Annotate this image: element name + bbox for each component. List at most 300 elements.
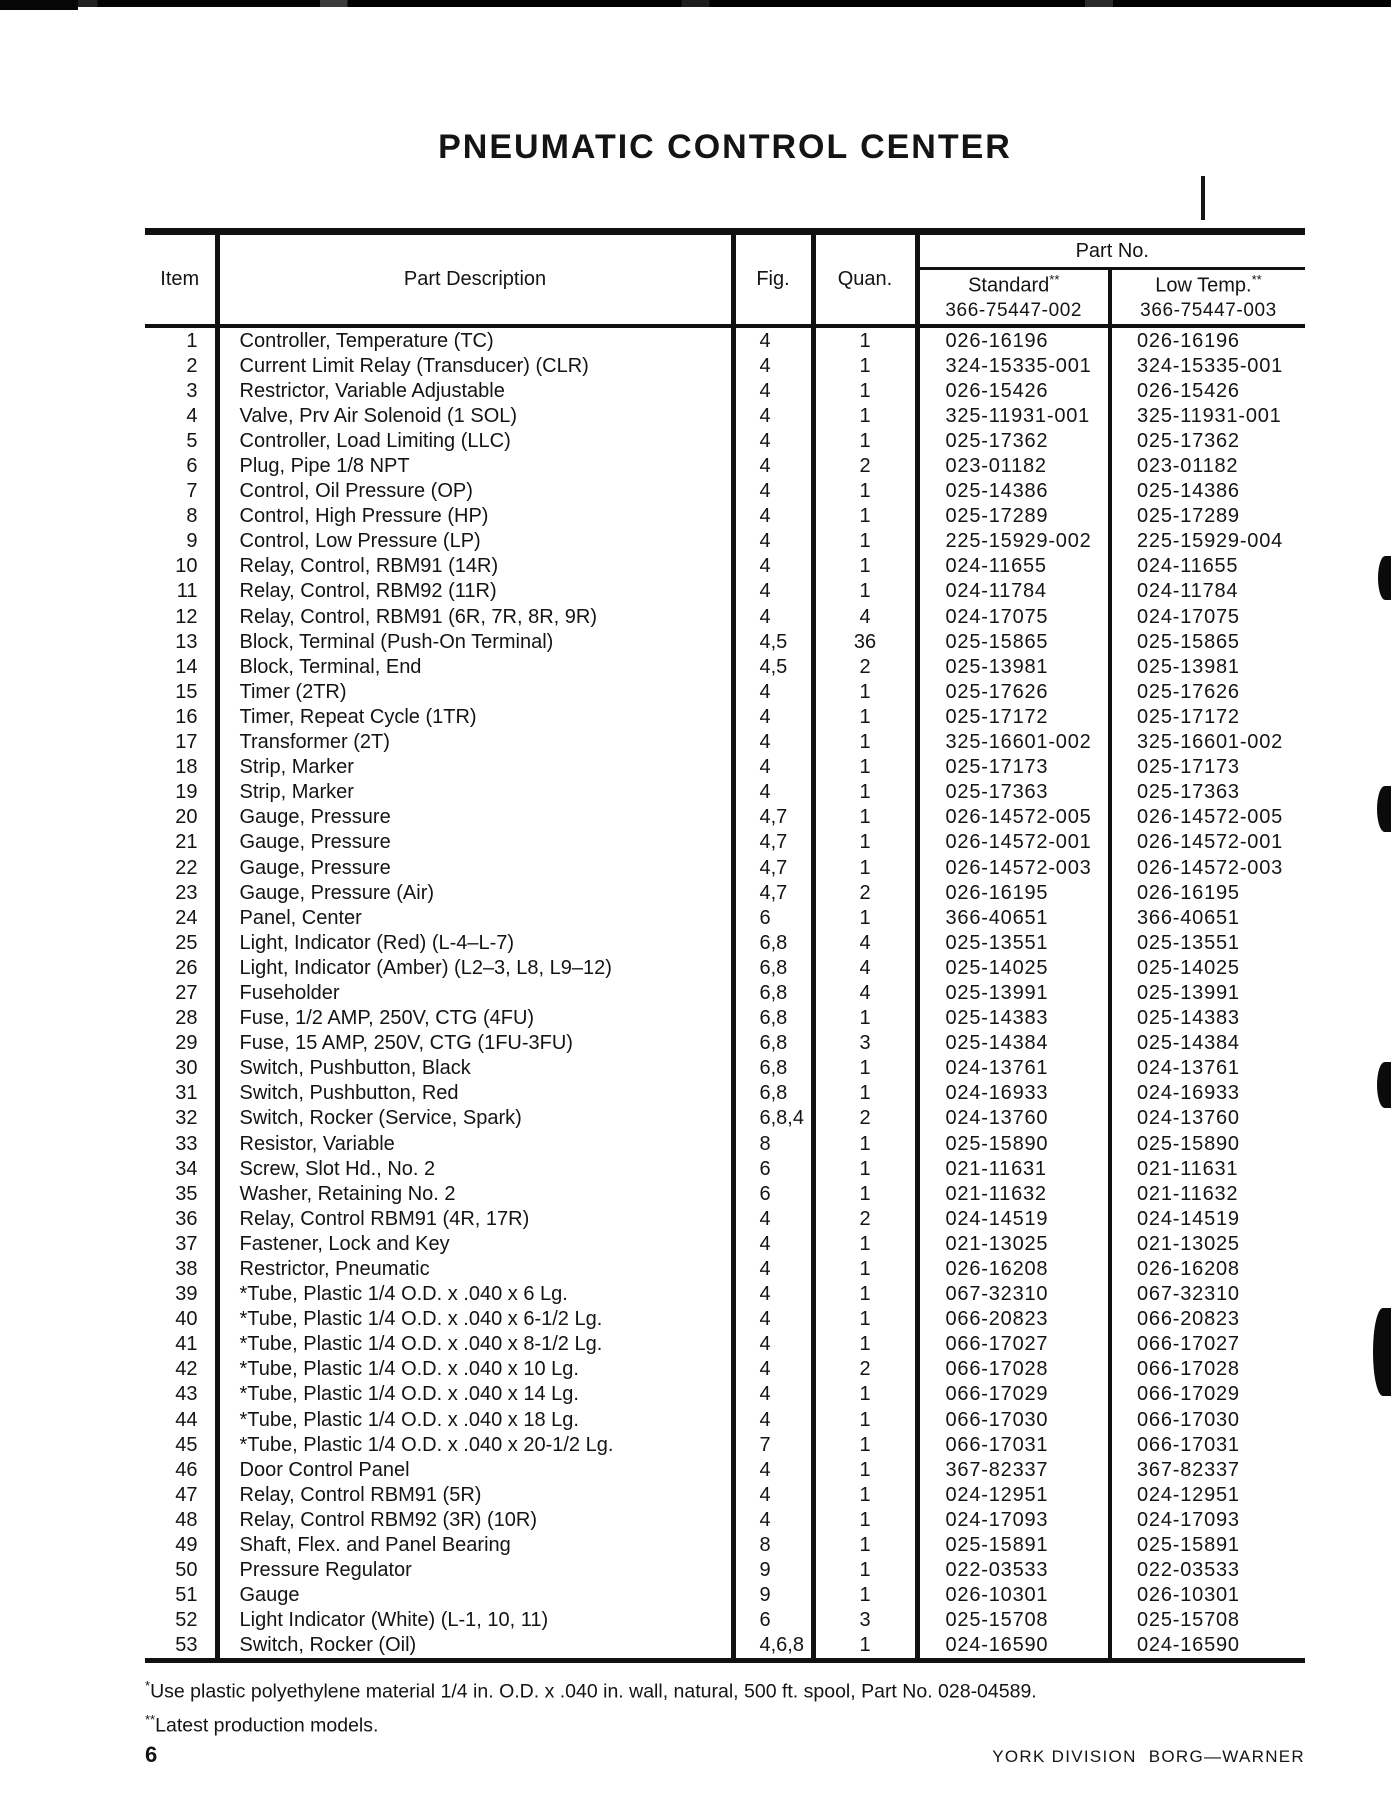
low-temp-part-no-cell: 025-15891: [1137, 1534, 1240, 1557]
description-cell: Fastener, Lock and Key: [217, 1231, 733, 1256]
fig-cell: 4: [733, 504, 813, 529]
fig-cell: 4: [733, 1231, 813, 1256]
description-cell: Gauge: [217, 1583, 733, 1608]
description-cell: *Tube, Plastic 1/4 O.D. x .040 x 8-1/2 Lg.: [217, 1332, 733, 1357]
item-cell: 32: [145, 1106, 217, 1131]
low-temp-part-no-cell: 021-13025: [1137, 1232, 1240, 1255]
item-cell: 31: [145, 1081, 217, 1106]
table-row: [145, 780, 1305, 805]
item-cell: 41: [145, 1332, 217, 1357]
item-cell: 52: [145, 1608, 217, 1633]
table-row: [145, 1407, 1305, 1432]
low-temp-part-no-cell: 022-03533: [1137, 1559, 1240, 1582]
item-cell: 6: [145, 453, 217, 478]
standard-part-no-cell: 022-03533: [917, 1558, 1110, 1583]
standard-part-no-cell: 023-01182: [917, 453, 1110, 478]
item-cell: 10: [145, 554, 217, 579]
description-cell: Door Control Panel: [217, 1457, 733, 1482]
low-temp-part-no-cell: 021-11631: [1137, 1157, 1239, 1180]
item-cell: 4: [145, 403, 217, 428]
fig-cell: 4: [733, 579, 813, 604]
item-cell: 27: [145, 980, 217, 1005]
standard-part-no-cell: 025-13551: [917, 930, 1110, 955]
item-cell: 18: [145, 755, 217, 780]
quantity-cell: 1: [813, 479, 917, 504]
low-temp-part-no-cell: 025-17173: [1137, 756, 1240, 779]
description-cell: Fuseholder: [217, 980, 733, 1005]
table-row: [145, 1106, 1305, 1131]
item-cell: 34: [145, 1156, 217, 1181]
description-cell: Switch, Rocker (Service, Spark): [217, 1106, 733, 1131]
quantity-cell: 1: [813, 1156, 917, 1181]
table-row: [145, 326, 1305, 353]
description-cell: Plug, Pipe 1/8 NPT: [217, 453, 733, 478]
fig-cell: 4: [733, 1382, 813, 1407]
table-row: [145, 955, 1305, 980]
low-temp-part-no-cell: 025-14386: [1137, 480, 1240, 503]
table-row: [145, 403, 1305, 428]
header-standard: [917, 269, 1110, 327]
footnote-spool: [145, 1672, 1305, 1706]
description-cell: Block, Terminal (Push-On Terminal): [217, 629, 733, 654]
low-temp-part-no-cell: 067-32310: [1137, 1283, 1240, 1306]
standard-part-no-cell: 025-17289: [917, 504, 1110, 529]
item-cell: 46: [145, 1457, 217, 1482]
parts-table: [145, 228, 1305, 1663]
standard-part-no-cell: 026-15426: [917, 378, 1110, 403]
fig-cell: 4,5: [733, 654, 813, 679]
description-cell: Fuse, 1/2 AMP, 250V, CTG (4FU): [217, 1006, 733, 1031]
low-temp-part-no-cell: 026-14572-005: [1137, 806, 1284, 829]
page-footer: [145, 1742, 1305, 1772]
item-cell: 53: [145, 1633, 217, 1661]
fig-cell: 4: [733, 679, 813, 704]
table-row: [145, 654, 1305, 679]
header-standard-number: 366-75447-002: [945, 300, 1083, 322]
table-row: [145, 428, 1305, 453]
table-row: [145, 554, 1305, 579]
fig-cell: 4: [733, 1482, 813, 1507]
scan-artifact-top-edge-left: [0, 0, 78, 10]
item-cell: 38: [145, 1256, 217, 1281]
table-row: [145, 629, 1305, 654]
item-cell: 28: [145, 1006, 217, 1031]
low-temp-part-no-cell: 025-13551: [1137, 931, 1240, 954]
item-cell: 33: [145, 1131, 217, 1156]
fig-cell: 4: [733, 1256, 813, 1281]
standard-part-no-cell: 325-11931-001: [917, 403, 1110, 428]
description-cell: Washer, Retaining No. 2: [217, 1181, 733, 1206]
description-cell: Relay, Control RBM92 (3R) (10R): [217, 1507, 733, 1532]
item-cell: 24: [145, 905, 217, 930]
item-cell: 30: [145, 1056, 217, 1081]
item-cell: 21: [145, 830, 217, 855]
scan-artifact-blob: [1378, 556, 1391, 600]
fig-cell: 4,7: [733, 830, 813, 855]
quantity-cell: 1: [813, 1482, 917, 1507]
quantity-cell: 2: [813, 453, 917, 478]
description-cell: Relay, Control, RBM91 (14R): [217, 554, 733, 579]
low-temp-part-no-cell: 025-13981: [1137, 655, 1240, 678]
description-cell: Strip, Marker: [217, 755, 733, 780]
low-temp-part-no-cell: 025-15890: [1137, 1132, 1240, 1155]
quantity-cell: 1: [813, 1307, 917, 1332]
low-temp-part-no-cell: 025-13991: [1137, 981, 1240, 1004]
quantity-cell: 1: [813, 1432, 917, 1457]
table-row: [145, 679, 1305, 704]
table-header: [145, 232, 1305, 327]
fig-cell: 6,8,4: [733, 1106, 813, 1131]
fig-cell: 6: [733, 1181, 813, 1206]
description-cell: Pressure Regulator: [217, 1558, 733, 1583]
quantity-cell: 1: [813, 554, 917, 579]
low-temp-part-no-cell: 025-14384: [1137, 1032, 1240, 1055]
fig-cell: 6,8: [733, 1006, 813, 1031]
description-cell: Switch, Pushbutton, Black: [217, 1056, 733, 1081]
table-row: [145, 579, 1305, 604]
standard-part-no-cell: 024-14519: [917, 1206, 1110, 1231]
description-cell: Controller, Load Limiting (LLC): [217, 428, 733, 453]
fig-cell: 4,5: [733, 629, 813, 654]
item-cell: 22: [145, 855, 217, 880]
fig-cell: 4: [733, 428, 813, 453]
standard-part-no-cell: 066-17028: [917, 1357, 1110, 1382]
description-cell: Timer (2TR): [217, 679, 733, 704]
footer-publisher: YORK DIVISION BORG—WARNER: [992, 1747, 1305, 1766]
quantity-cell: 2: [813, 654, 917, 679]
standard-part-no-cell: 021-13025: [917, 1231, 1110, 1256]
quantity-cell: 1: [813, 428, 917, 453]
item-cell: 25: [145, 930, 217, 955]
page-title: PNEUMATIC CONTROL CENTER: [438, 128, 1012, 166]
item-cell: 3: [145, 378, 217, 403]
quantity-cell: 3: [813, 1608, 917, 1633]
low-temp-part-no-cell: 024-17093: [1137, 1508, 1240, 1531]
table-row: [145, 805, 1305, 830]
table-row: [145, 880, 1305, 905]
low-temp-part-no-cell: 026-15426: [1137, 379, 1240, 402]
description-cell: *Tube, Plastic 1/4 O.D. x .040 x 18 Lg.: [217, 1407, 733, 1432]
quantity-cell: 1: [813, 730, 917, 755]
standard-part-no-cell: 024-17093: [917, 1507, 1110, 1532]
table-row: [145, 930, 1305, 955]
table-row: [145, 1357, 1305, 1382]
fig-cell: 8: [733, 1533, 813, 1558]
table-row: [145, 1558, 1305, 1583]
low-temp-part-no-cell: 026-14572-003: [1137, 856, 1284, 879]
quantity-cell: 1: [813, 1407, 917, 1432]
table-row: [145, 378, 1305, 403]
item-cell: 50: [145, 1558, 217, 1583]
fig-cell: 4: [733, 1507, 813, 1532]
standard-part-no-cell: 025-15865: [917, 629, 1110, 654]
description-cell: Screw, Slot Hd., No. 2: [217, 1156, 733, 1181]
low-temp-part-no-cell: 066-20823: [1137, 1308, 1240, 1331]
description-cell: *Tube, Plastic 1/4 O.D. x .040 x 6-1/2 Lg.: [217, 1307, 733, 1332]
low-temp-part-no-cell: 026-10301: [1137, 1584, 1240, 1607]
table-row: [145, 1231, 1305, 1256]
low-temp-part-no-cell: 325-16601-002: [1137, 731, 1284, 754]
fig-cell: 6: [733, 905, 813, 930]
quantity-cell: 1: [813, 579, 917, 604]
item-cell: 17: [145, 730, 217, 755]
low-temp-part-no-cell: 026-14572-001: [1137, 831, 1284, 854]
quantity-cell: 1: [813, 529, 917, 554]
table-row: [145, 1282, 1305, 1307]
description-cell: Relay, Control, RBM92 (11R): [217, 579, 733, 604]
description-cell: Timer, Repeat Cycle (1TR): [217, 704, 733, 729]
header-quan: Quan.: [813, 232, 917, 327]
quantity-cell: 1: [813, 755, 917, 780]
item-cell: 16: [145, 704, 217, 729]
description-cell: Strip, Marker: [217, 780, 733, 805]
standard-part-no-cell: 025-15708: [917, 1608, 1110, 1633]
low-temp-part-no-cell: 366-40651: [1137, 906, 1240, 929]
description-cell: Panel, Center: [217, 905, 733, 930]
quantity-cell: 1: [813, 504, 917, 529]
quantity-cell: 1: [813, 1332, 917, 1357]
low-temp-part-no-cell: 025-15865: [1137, 630, 1240, 653]
quantity-cell: 1: [813, 326, 917, 353]
item-cell: 29: [145, 1031, 217, 1056]
item-cell: 26: [145, 955, 217, 980]
standard-part-no-cell: 026-16196: [917, 326, 1110, 353]
table-row: [145, 1583, 1305, 1608]
low-temp-part-no-cell: 025-17363: [1137, 781, 1240, 804]
standard-part-no-cell: 025-15890: [917, 1131, 1110, 1156]
low-temp-part-no-cell: 024-14519: [1137, 1207, 1240, 1230]
low-temp-part-no-cell: 025-17626: [1137, 680, 1240, 703]
standard-part-no-cell: 366-40651: [917, 905, 1110, 930]
item-cell: 45: [145, 1432, 217, 1457]
standard-part-no-cell: 325-16601-002: [917, 730, 1110, 755]
low-temp-part-no-cell: 066-17029: [1137, 1383, 1240, 1406]
description-cell: Gauge, Pressure: [217, 830, 733, 855]
description-cell: Switch, Pushbutton, Red: [217, 1081, 733, 1106]
standard-part-no-cell: 025-17626: [917, 679, 1110, 704]
description-cell: Restrictor, Variable Adjustable: [217, 378, 733, 403]
low-temp-part-no-cell: 024-13761: [1137, 1057, 1240, 1080]
fig-cell: 6,8: [733, 1081, 813, 1106]
item-cell: 5: [145, 428, 217, 453]
low-temp-part-no-cell: 066-17027: [1137, 1333, 1240, 1356]
item-cell: 42: [145, 1357, 217, 1382]
quantity-cell: 1: [813, 403, 917, 428]
footnote-spool-marker: *: [145, 1678, 151, 1693]
quantity-cell: 1: [813, 780, 917, 805]
low-temp-part-no-cell: 021-11632: [1137, 1182, 1239, 1205]
fig-cell: 4: [733, 1407, 813, 1432]
fig-cell: 4: [733, 353, 813, 378]
low-temp-part-no-cell: 025-15708: [1137, 1609, 1240, 1632]
low-temp-part-no-cell: 025-14383: [1137, 1007, 1240, 1030]
table-row: [145, 755, 1305, 780]
table-row: [145, 1081, 1305, 1106]
scan-artifact-top-edge: [0, 0, 1391, 7]
fig-cell: 4: [733, 1282, 813, 1307]
low-temp-part-no-cell: 025-17289: [1137, 505, 1240, 528]
low-temp-part-no-cell: 023-01182: [1137, 455, 1239, 478]
item-cell: 43: [145, 1382, 217, 1407]
low-temp-part-no-cell: 066-17031: [1137, 1433, 1240, 1456]
table-row: [145, 1608, 1305, 1633]
table-row: [145, 1507, 1305, 1532]
fig-cell: 4,7: [733, 805, 813, 830]
standard-part-no-cell: 026-14572-003: [917, 855, 1110, 880]
standard-part-no-cell: 066-17030: [917, 1407, 1110, 1432]
standard-part-no-cell: 026-10301: [917, 1583, 1110, 1608]
standard-part-no-cell: 025-15891: [917, 1533, 1110, 1558]
standard-part-no-cell: 025-14025: [917, 955, 1110, 980]
footnotes: [145, 1672, 1305, 1739]
standard-part-no-cell: 324-15335-001: [917, 353, 1110, 378]
standard-part-no-cell: 024-12951: [917, 1482, 1110, 1507]
header-standard-label: Standard: [968, 274, 1050, 297]
table-row: [145, 855, 1305, 880]
item-cell: 44: [145, 1407, 217, 1432]
item-cell: 48: [145, 1507, 217, 1532]
scan-artifact-blob: [1377, 786, 1391, 832]
table-row: [145, 1332, 1305, 1357]
standard-part-no-cell: 024-16933: [917, 1081, 1110, 1106]
item-cell: 51: [145, 1583, 217, 1608]
table-row: [145, 1206, 1305, 1231]
table-row: [145, 1533, 1305, 1558]
low-temp-part-no-cell: 066-17030: [1137, 1408, 1240, 1431]
header-low-temp-marker: **: [1251, 271, 1262, 287]
item-cell: 15: [145, 679, 217, 704]
standard-part-no-cell: 067-32310: [917, 1282, 1110, 1307]
quantity-cell: 1: [813, 1507, 917, 1532]
standard-part-no-cell: 024-17075: [917, 604, 1110, 629]
fig-cell: 4: [733, 604, 813, 629]
description-cell: Controller, Temperature (TC): [217, 326, 733, 353]
fig-cell: 4: [733, 529, 813, 554]
low-temp-part-no-cell: 024-12951: [1137, 1483, 1240, 1506]
description-cell: Block, Terminal, End: [217, 654, 733, 679]
fig-cell: 6,8: [733, 1056, 813, 1081]
table-row: [145, 830, 1305, 855]
fig-cell: 4: [733, 403, 813, 428]
fig-cell: 4: [733, 479, 813, 504]
footnote-models-marker: **: [145, 1711, 156, 1727]
quantity-cell: 1: [813, 805, 917, 830]
low-temp-part-no-cell: 026-16195: [1137, 881, 1240, 904]
quantity-cell: 4: [813, 980, 917, 1005]
description-cell: Gauge, Pressure: [217, 855, 733, 880]
standard-part-no-cell: 026-16195: [917, 880, 1110, 905]
standard-part-no-cell: 025-14383: [917, 1006, 1110, 1031]
standard-part-no-cell: 021-11632: [917, 1181, 1110, 1206]
header-part-description: Part Description: [217, 232, 733, 327]
table-row: [145, 730, 1305, 755]
table-row: [145, 1307, 1305, 1332]
description-cell: Transformer (2T): [217, 730, 733, 755]
quantity-cell: 1: [813, 1231, 917, 1256]
quantity-cell: 2: [813, 1357, 917, 1382]
standard-part-no-cell: 021-11631: [917, 1156, 1110, 1181]
fig-cell: 7: [733, 1432, 813, 1457]
fig-cell: 4: [733, 1332, 813, 1357]
table-row: [145, 1457, 1305, 1482]
item-cell: 47: [145, 1482, 217, 1507]
quantity-cell: 1: [813, 679, 917, 704]
description-cell: Relay, Control RBM91 (4R, 17R): [217, 1206, 733, 1231]
low-temp-part-no-cell: 024-16933: [1137, 1082, 1240, 1105]
fig-cell: 4: [733, 1206, 813, 1231]
quantity-cell: 1: [813, 905, 917, 930]
item-cell: 39: [145, 1282, 217, 1307]
standard-part-no-cell: 025-17172: [917, 704, 1110, 729]
low-temp-part-no-cell: 025-14025: [1137, 956, 1240, 979]
quantity-cell: 1: [813, 1131, 917, 1156]
description-cell: Light, Indicator (Red) (L-4–L-7): [217, 930, 733, 955]
quantity-cell: 4: [813, 604, 917, 629]
description-cell: *Tube, Plastic 1/4 O.D. x .040 x 20-1/2 Lg.: [217, 1432, 733, 1457]
standard-part-no-cell: 024-11655: [917, 554, 1110, 579]
fig-cell: 4: [733, 378, 813, 403]
low-temp-part-no-cell: 026-16196: [1137, 329, 1240, 352]
description-cell: Restrictor, Pneumatic: [217, 1256, 733, 1281]
parts-table-body: [145, 326, 1305, 1660]
description-cell: Light, Indicator (Amber) (L2–3, L8, L9–12): [217, 955, 733, 980]
description-cell: Resistor, Variable: [217, 1131, 733, 1156]
fig-cell: 9: [733, 1558, 813, 1583]
item-cell: 13: [145, 629, 217, 654]
standard-part-no-cell: 025-17363: [917, 780, 1110, 805]
fig-cell: 4,7: [733, 855, 813, 880]
standard-part-no-cell: 225-15929-002: [917, 529, 1110, 554]
standard-part-no-cell: 025-17173: [917, 755, 1110, 780]
description-cell: Control, Low Pressure (LP): [217, 529, 733, 554]
standard-part-no-cell: 026-14572-001: [917, 830, 1110, 855]
table-row: [145, 1432, 1305, 1457]
fig-cell: 9: [733, 1583, 813, 1608]
scan-artifact-tick: [1201, 176, 1205, 220]
quantity-cell: 2: [813, 1206, 917, 1231]
table-row: [145, 1031, 1305, 1056]
fig-cell: 4: [733, 730, 813, 755]
quantity-cell: 1: [813, 1583, 917, 1608]
standard-part-no-cell: 066-17027: [917, 1332, 1110, 1357]
low-temp-part-no-cell: 024-16590: [1137, 1634, 1240, 1657]
item-cell: 23: [145, 880, 217, 905]
item-cell: 20: [145, 805, 217, 830]
standard-part-no-cell: 026-14572-005: [917, 805, 1110, 830]
item-cell: 14: [145, 654, 217, 679]
table-row: [145, 504, 1305, 529]
low-temp-part-no-cell: 024-11784: [1137, 580, 1239, 603]
low-temp-part-no-cell: 024-11655: [1137, 555, 1239, 578]
quantity-cell: 4: [813, 955, 917, 980]
fig-cell: 4: [733, 453, 813, 478]
item-cell: 35: [145, 1181, 217, 1206]
quantity-cell: 36: [813, 629, 917, 654]
item-cell: 40: [145, 1307, 217, 1332]
standard-part-no-cell: 066-17031: [917, 1432, 1110, 1457]
description-cell: *Tube, Plastic 1/4 O.D. x .040 x 10 Lg.: [217, 1357, 733, 1382]
fig-cell: 6: [733, 1608, 813, 1633]
fig-cell: 4: [733, 326, 813, 353]
description-cell: Relay, Control RBM91 (5R): [217, 1482, 733, 1507]
standard-part-no-cell: 025-14386: [917, 479, 1110, 504]
table-row: [145, 479, 1305, 504]
description-cell: *Tube, Plastic 1/4 O.D. x .040 x 14 Lg.: [217, 1382, 733, 1407]
header-low-temp-number: 366-75447-003: [1140, 300, 1277, 322]
description-cell: *Tube, Plastic 1/4 O.D. x .040 x 6 Lg.: [217, 1282, 733, 1307]
fig-cell: 4: [733, 1457, 813, 1482]
scan-artifact-blob: [1377, 1062, 1391, 1108]
